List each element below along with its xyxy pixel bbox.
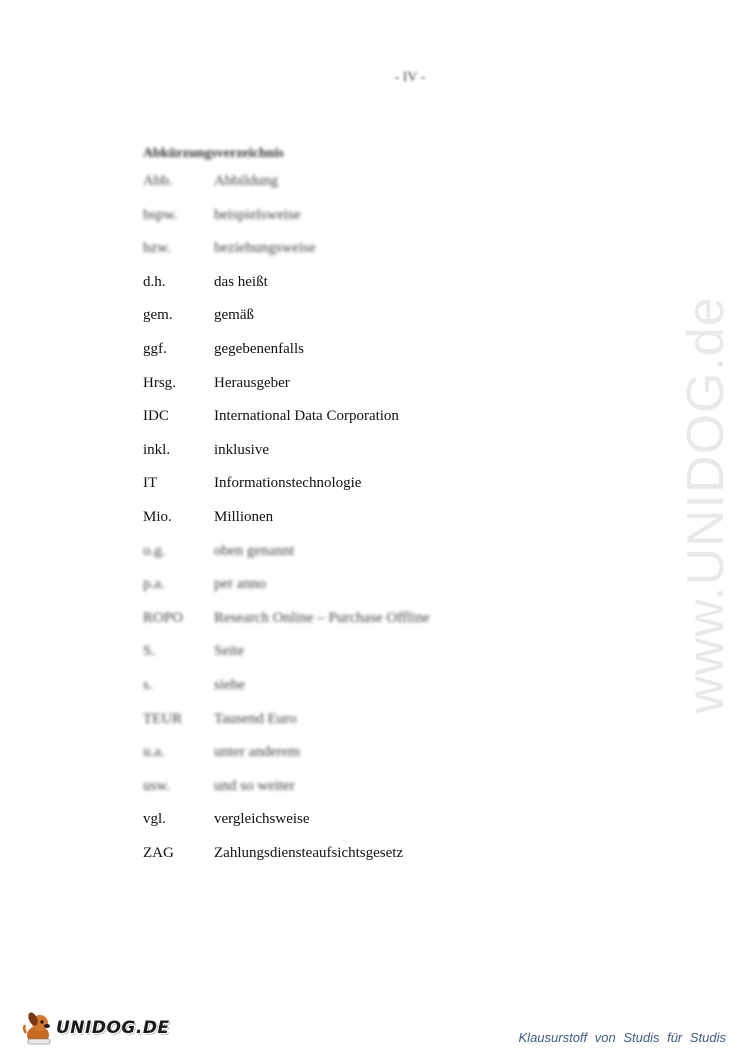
abbreviation-key: ggf. [143,340,167,357]
abbreviation-meaning: Tausend Euro [214,710,297,727]
abbreviation-meaning: International Data Corporation [214,408,399,425]
abbreviation-key: u.a. [143,744,165,761]
abbreviation-row [143,568,563,602]
abbreviation-meaning: per anno [214,576,267,593]
abbreviation-key: d.h. [143,273,166,290]
abbreviation-row [143,736,563,770]
abbreviation-row [143,837,563,871]
unidog-logo[interactable] [22,1008,170,1048]
abbreviation-meaning: Seite [214,643,244,660]
abbreviation-meaning: Millionen [214,508,274,525]
abbreviation-key: o.g. [143,542,166,559]
abbreviation-key: inkl. [143,441,171,458]
abbreviation-meaning: Herausgeber [214,374,290,391]
abbreviation-row [143,367,563,401]
abbreviation-key: p.a. [143,576,165,593]
abbreviation-row [143,333,563,367]
abbreviation-key: vgl. [143,811,166,828]
abbreviation-row [143,400,563,434]
abbreviation-key: TEUR [143,710,183,727]
abbreviation-key: gem. [143,307,173,324]
abbreviation-key: s. [143,676,153,693]
abbreviation-meaning: und so weiter [214,777,295,794]
footer-tagline: Klausurstoff von Studis für Studis [518,1030,726,1045]
watermark: www.UNIDOG.de [677,296,735,714]
dog-mascot-icon [22,1009,56,1047]
abbreviation-key: Hrsg. [143,374,176,391]
abbreviation-row [143,669,563,703]
abbreviation-row [143,602,563,636]
abbreviation-key: ROPO [143,609,184,626]
abbreviation-key: ZAG [143,844,174,861]
abbreviation-list-section [143,143,563,870]
abbreviation-key: Mio. [143,508,172,525]
abbreviation-key: bspw. [143,206,178,223]
abbreviation-key: bzw. [143,240,171,257]
abbreviation-row [143,770,563,804]
abbreviation-row [143,635,563,669]
abbreviation-key: IT [143,475,158,492]
page-number: - IV - [394,70,426,85]
abbreviation-row [143,803,563,837]
abbreviation-row [143,703,563,737]
abbreviation-meaning: inklusive [214,441,269,458]
abbreviation-list [143,143,563,870]
abbreviation-row [143,535,563,569]
abbreviation-meaning: beispielsweise [214,206,301,223]
abbreviation-meaning: siehe [214,676,245,693]
abbreviation-meaning: Research Online – Purchase Offline [214,609,430,626]
abbreviation-row [143,232,563,266]
abbreviation-meaning: gemäß [214,307,254,324]
abbreviation-row [143,434,563,468]
abbreviation-row [143,299,563,333]
abbreviation-meaning: oben genannt [214,542,295,559]
abbreviation-meaning: Abbildung [214,173,279,189]
logo-text: UNIDOG.DE [56,1018,170,1038]
abbreviation-meaning: Zahlungsdiensteaufsichtsgesetz [214,844,404,861]
abbreviation-meaning: beziehungsweise [214,240,316,257]
abbreviation-row [143,266,563,300]
abbreviation-key: usw. [143,777,170,794]
abbreviation-row [143,199,563,233]
abbreviation-meaning: das heißt [214,273,268,290]
abbreviation-row [143,165,563,199]
abbreviation-meaning: unter anderem [214,744,301,761]
abbreviation-key: S. [143,643,156,660]
abbreviation-row [143,467,563,501]
abbreviation-meaning: Informationstechnologie [214,475,362,492]
abbreviation-row [143,501,563,535]
abbreviation-meaning: vergleichsweise [214,811,310,828]
abbreviation-key: Abb. [143,173,173,189]
abbreviation-key: IDC [143,408,169,425]
abbreviation-meaning: gegebenenfalls [214,340,304,357]
abbreviation-heading: Abkürzungsverzeichnis [143,146,284,161]
